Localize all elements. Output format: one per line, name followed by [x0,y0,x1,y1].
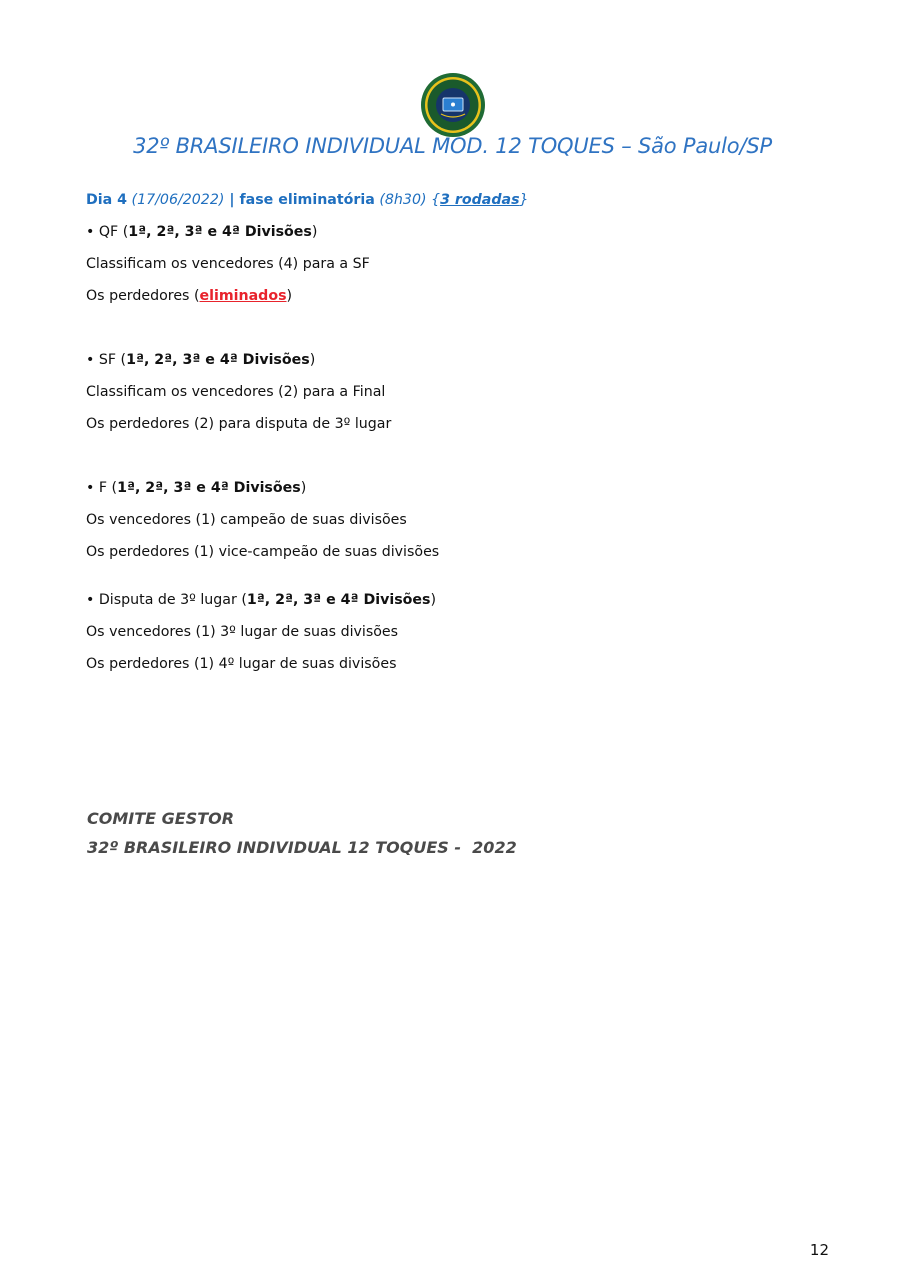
final-line-1: Os vencedores (1) campeão de suas divisões [86,512,407,528]
day-phase: fase eliminatória [239,192,375,208]
day-header [86,190,846,210]
footer-line-1: COMITE GESTOR [87,809,235,828]
confederation-seal-icon [420,72,486,138]
third-line-1: Os vencedores (1) 3º lugar de suas divisões [86,624,399,640]
qf-line-1: Classificam os vencedores (4) para a SF [86,256,370,272]
third-place-heading [86,590,846,610]
day-label: Dia 4 [86,192,128,208]
day-rounds: 3 rodadas [440,192,520,208]
page-number: 12 [809,1241,829,1259]
final-prefix: • F ( [86,480,118,496]
third-suffix: ) [430,592,437,608]
eliminated-highlight: eliminados [199,288,287,304]
third-line-2: Os perdedores (1) 4º lugar de suas divisões [86,656,397,672]
final-line-2: Os perdedores (1) vice-campeão de suas divisões [86,544,440,560]
schedule-content [86,190,846,686]
qf-line-2-suffix: ) [286,288,293,304]
third-divisions: 1ª, 2ª, 3ª e 4ª Divisões [246,592,431,608]
qf-line-2 [86,286,846,306]
final-suffix: ) [300,480,307,496]
qf-suffix: ) [311,224,318,240]
qf-line-2-prefix: Os perdedores ( [86,288,200,304]
brace-open: { [431,192,441,208]
sf-line-2: Os perdedores (2) para disputa de 3º lugar [86,416,392,432]
third-prefix: • Disputa de 3º lugar ( [86,592,247,608]
final-heading [86,478,846,498]
day-date: (17/06/2022) [131,192,225,208]
sf-heading [86,350,846,370]
footer-line-2: 32º BRASILEIRO INDIVIDUAL 12 TOQUES - 2022 [87,838,517,857]
final-divisions: 1ª, 2ª, 3ª e 4ª Divisões [117,480,301,496]
qf-heading [86,222,846,242]
sf-prefix: • SF ( [86,352,127,368]
signature-block [87,804,517,862]
qf-prefix: • QF ( [86,224,129,240]
brace-close: } [519,192,529,208]
qf-divisions: 1ª, 2ª, 3ª e 4ª Divisões [128,224,312,240]
sf-suffix: ) [309,352,316,368]
page-title: 32º BRASILEIRO INDIVIDUAL MOD. 12 TOQUES – São Paulo/SP [133,134,772,158]
sf-line-1: Classificam os vencedores (2) para a Final [86,384,386,400]
day-separator: | [224,192,240,208]
day-time: (8h30) [379,192,427,208]
sf-divisions: 1ª, 2ª, 3ª e 4ª Divisões [126,352,310,368]
